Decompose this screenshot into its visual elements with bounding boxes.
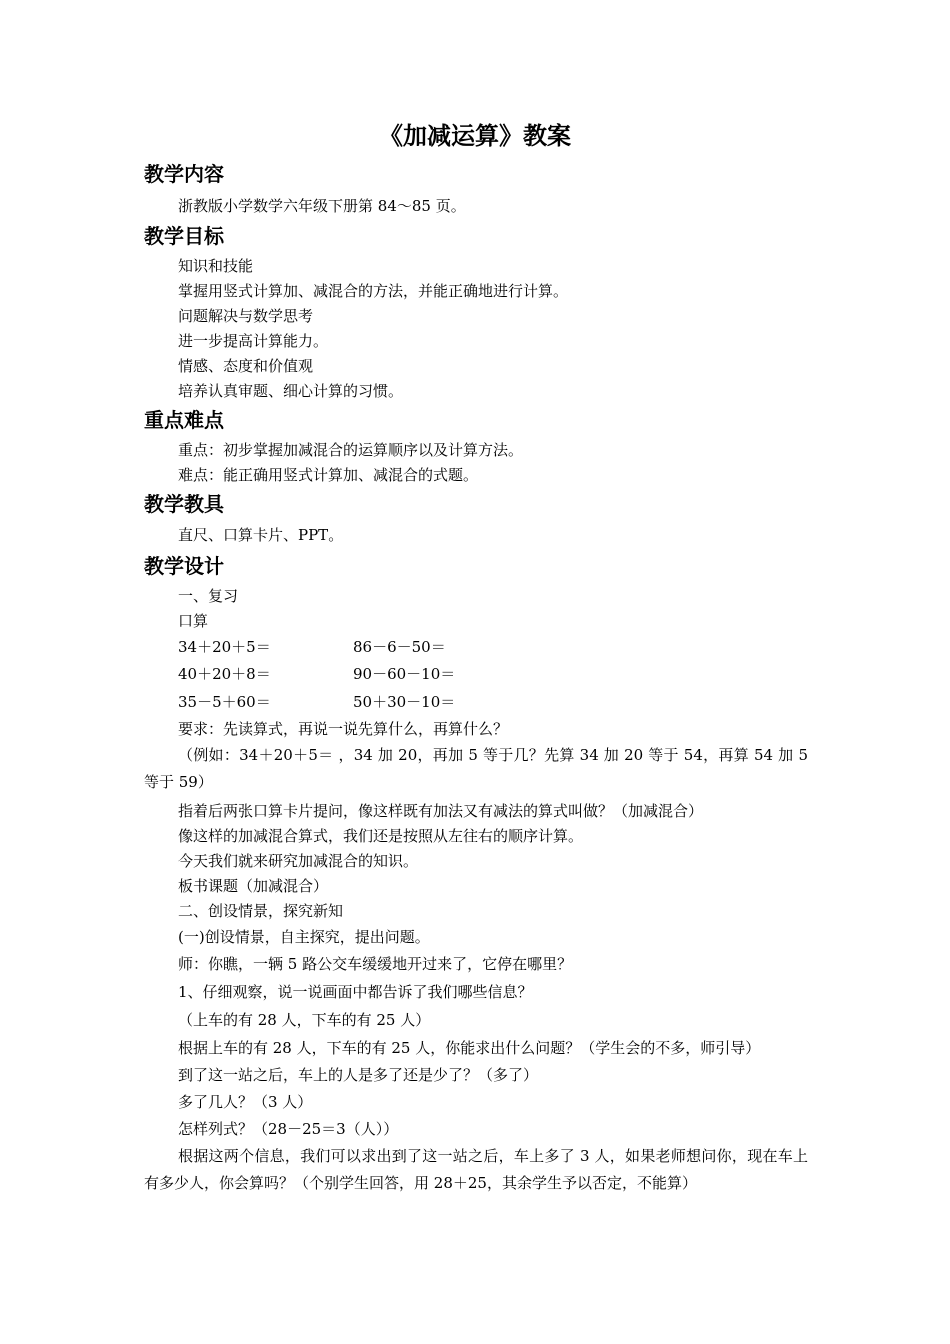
final-paragraph: 根据这两个信息，我们可以求出到了这一站之后，车上多了 3 人，如果老师想问你，现在车上有多少人，你会算吗？（个别学生回答，用 28＋25，其余学生予以否定，不能算） xyxy=(144,1147,808,1192)
objective-line: 掌握用竖式计算加、减混合的方法，并能正确地进行计算。 xyxy=(178,282,569,300)
design-line: 板书课题（加减混合） xyxy=(178,877,329,895)
design-section-review: 一、复习 xyxy=(178,587,239,605)
example-paragraph: （例如：34＋20＋5＝ ，34 加 20，再加 5 等于几？先算 34 加 20 等于 54，再算 54 加 5 等于 59） xyxy=(144,746,808,791)
design-line: 根据上车的有 28 人，下车的有 25 人，你能求出什么问题？（学生会的不多，师引导） xyxy=(178,1039,761,1057)
design-line: (一)创设情景，自主探究，提出问题。 xyxy=(178,928,430,946)
objective-line: 问题解决与数学思考 xyxy=(178,307,314,325)
heading-objectives: 教学目标 xyxy=(144,224,224,248)
key-point-line: 重点：初步掌握加减混合的运算顺序以及计算方法。 xyxy=(178,441,524,459)
oral-problem: 86－6－50＝ xyxy=(353,638,446,656)
content-text: 浙教版小学数学六年级下册第 84～85 页。 xyxy=(178,197,466,215)
design-line: 1、仔细观察，说一说画面中都告诉了我们哪些信息？ xyxy=(178,983,533,1001)
objective-line: 情感、态度和价值观 xyxy=(178,357,314,375)
oral-problem: 90－60－10＝ xyxy=(353,665,456,683)
design-line: 指着后两张口算卡片提问，像这样既有加法又有减法的算式叫做？（加减混合） xyxy=(178,802,704,820)
heading-design: 教学设计 xyxy=(144,554,224,578)
design-line: 今天我们就来研究加减混合的知识。 xyxy=(178,852,419,870)
design-line: 像这样的加减混合算式，我们还是按照从左往右的顺序计算。 xyxy=(178,827,584,845)
oral-problem: 50＋30－10＝ xyxy=(353,693,456,711)
design-line: 二、创设情景，探究新知 xyxy=(178,902,344,920)
document-title: 《加减运算》教案 xyxy=(379,122,571,150)
design-line: 到了这一站之后，车上的人是多了还是少了？（多了） xyxy=(178,1066,539,1084)
design-oral-label: 口算 xyxy=(178,612,209,630)
design-line: （上车的有 28 人，下车的有 25 人） xyxy=(178,1011,431,1029)
design-line: 师：你瞧，一辆 5 路公交车缓缓地开过来了，它停在哪里？ xyxy=(178,955,573,973)
key-point-line: 难点：能正确用竖式计算加、减混合的式题。 xyxy=(178,466,479,484)
heading-content: 教学内容 xyxy=(144,162,224,186)
oral-problem: 35－5＋60＝ xyxy=(178,693,271,711)
design-line: 多了几人？（3 人） xyxy=(178,1093,313,1111)
heading-tools: 教学教具 xyxy=(144,492,224,516)
requirement-text: 要求：先读算式，再说一说先算什么，再算什么？ xyxy=(178,720,509,738)
design-line: 怎样列式？（28－25＝3（人）） xyxy=(178,1120,399,1138)
objective-line: 知识和技能 xyxy=(178,257,254,275)
oral-problem: 40＋20＋8＝ xyxy=(178,665,271,683)
oral-problem: 34＋20＋5＝ xyxy=(178,638,271,656)
objective-line: 培养认真审题、细心计算的习惯。 xyxy=(178,382,404,400)
objective-line: 进一步提高计算能力。 xyxy=(178,332,329,350)
tools-text: 直尺、口算卡片、PPT。 xyxy=(178,526,344,544)
heading-key-points: 重点难点 xyxy=(144,408,224,432)
